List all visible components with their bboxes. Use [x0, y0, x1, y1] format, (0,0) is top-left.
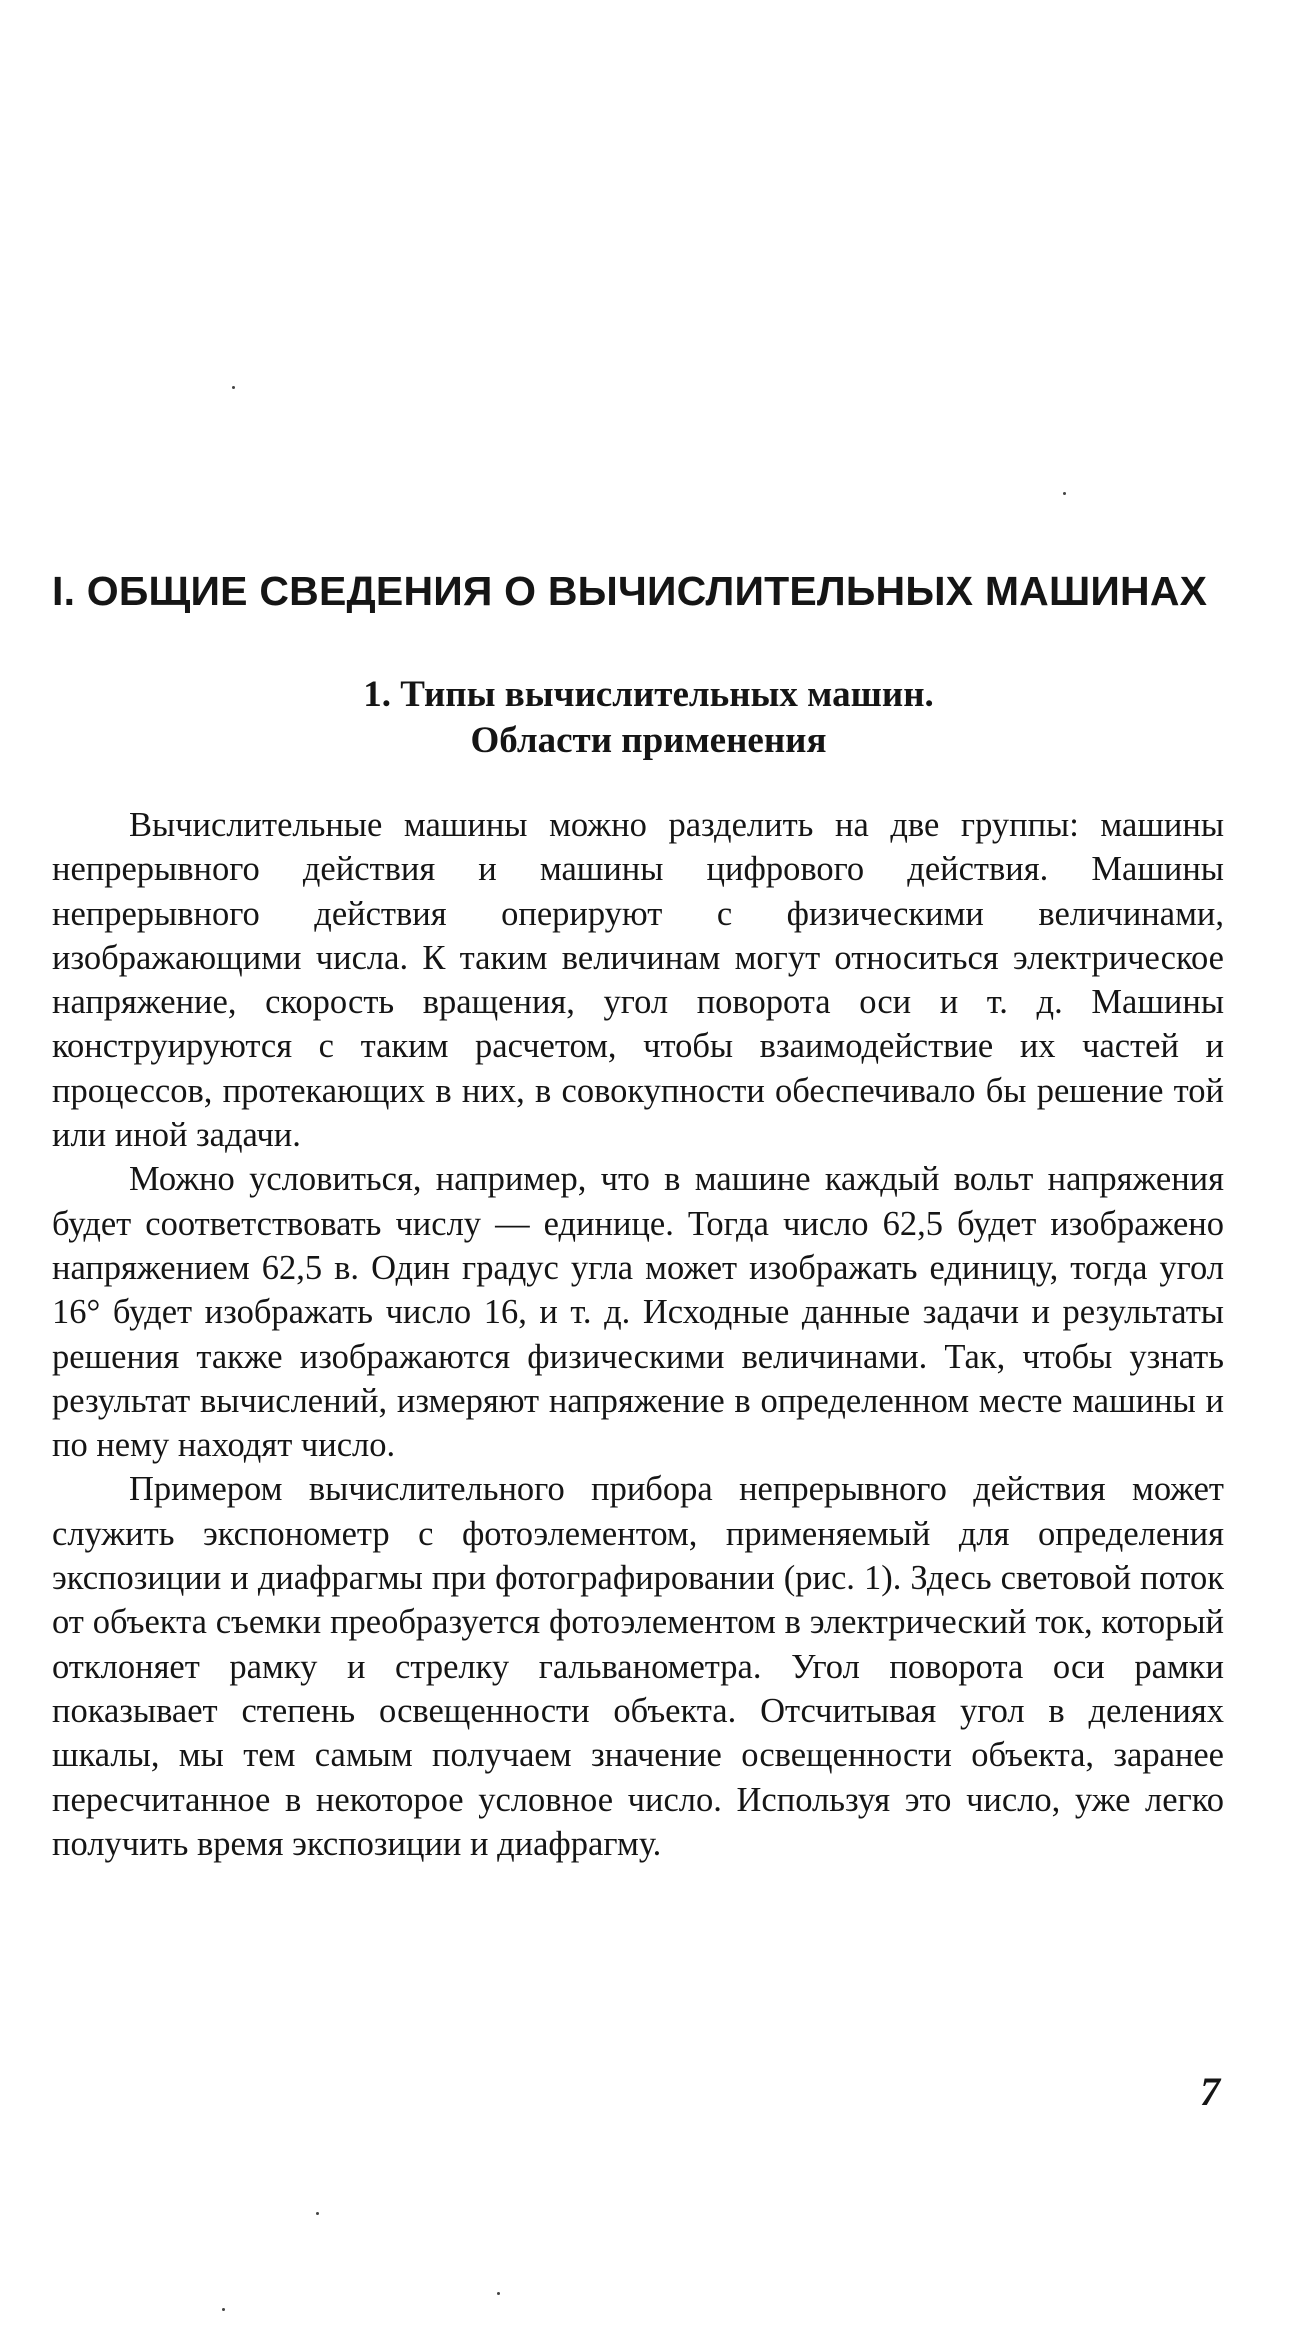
chapter-title: I. ОБЩИЕ СВЕДЕНИЯ О ВЫЧИСЛИТЕЛЬНЫХ МАШИНАХ: [52, 568, 1208, 614]
paragraph: Примером вычислительного прибора непрерывного действия может служить экспонометр с фотоэлементом, применяемый для определения экспозиции и диафрагмы при фотографировании (рис. 1). Здесь световой поток от объекта съемки преобразуется фотоэлементом в электрический ток, который отклоняет рамку и стрелку гальванометра. Угол поворота оси рамки показывает степень освещенности объекта. Отсчитывая угол в делениях шкалы, мы тем самым получаем значение освещенности объекта, заранее пересчитанное в некоторое условное число. Используя это число, уже легко получить время экспозиции и диафрагму.: [52, 1470, 1224, 1863]
section-title-line-2: Области применения: [470, 720, 827, 761]
page-number: 7: [1200, 2069, 1220, 2114]
body-text: [52, 803, 1224, 1866]
paragraph: Можно условиться, например, что в машине каждый вольт напряжения будет соответствовать числу — единице. Тогда число 62,5 будет изображено напряжением 62,5 в. Один градус угла может изображать единицу, тогда угол 16° будет изображать число 16, и т. д. Исходные данные задачи и результаты решения также изображаются физическими величинами. Так, чтобы узнать результат вычислений, измеряют напряжение в определенном месте машины и по нему находят число.: [52, 1160, 1224, 1465]
scan-speck: [316, 2212, 319, 2215]
scan-speck: [1063, 492, 1066, 495]
scan-speck: [497, 2292, 500, 2295]
section-title-line-1: 1. Типы вычислительных машин.: [363, 674, 934, 715]
section-title: [0, 672, 1297, 764]
scan-speck: [232, 386, 235, 389]
paragraph: Вычислительные машины можно разделить на две группы: машины непрерывного действия и машины цифрового действия. Машины непрерывного действия оперируют с физическими величинами, изображающими числа. К таким величинам могут относиться электрическое напряжение, скорость вращения, угол поворота оси и т. д. Машины конструируются с таким расчетом, чтобы взаимодействие их частей и процессов, протекающих в них, в совокупности обеспечивало бы решение той или иной задачи.: [52, 806, 1224, 1155]
scan-speck: [222, 2308, 225, 2311]
